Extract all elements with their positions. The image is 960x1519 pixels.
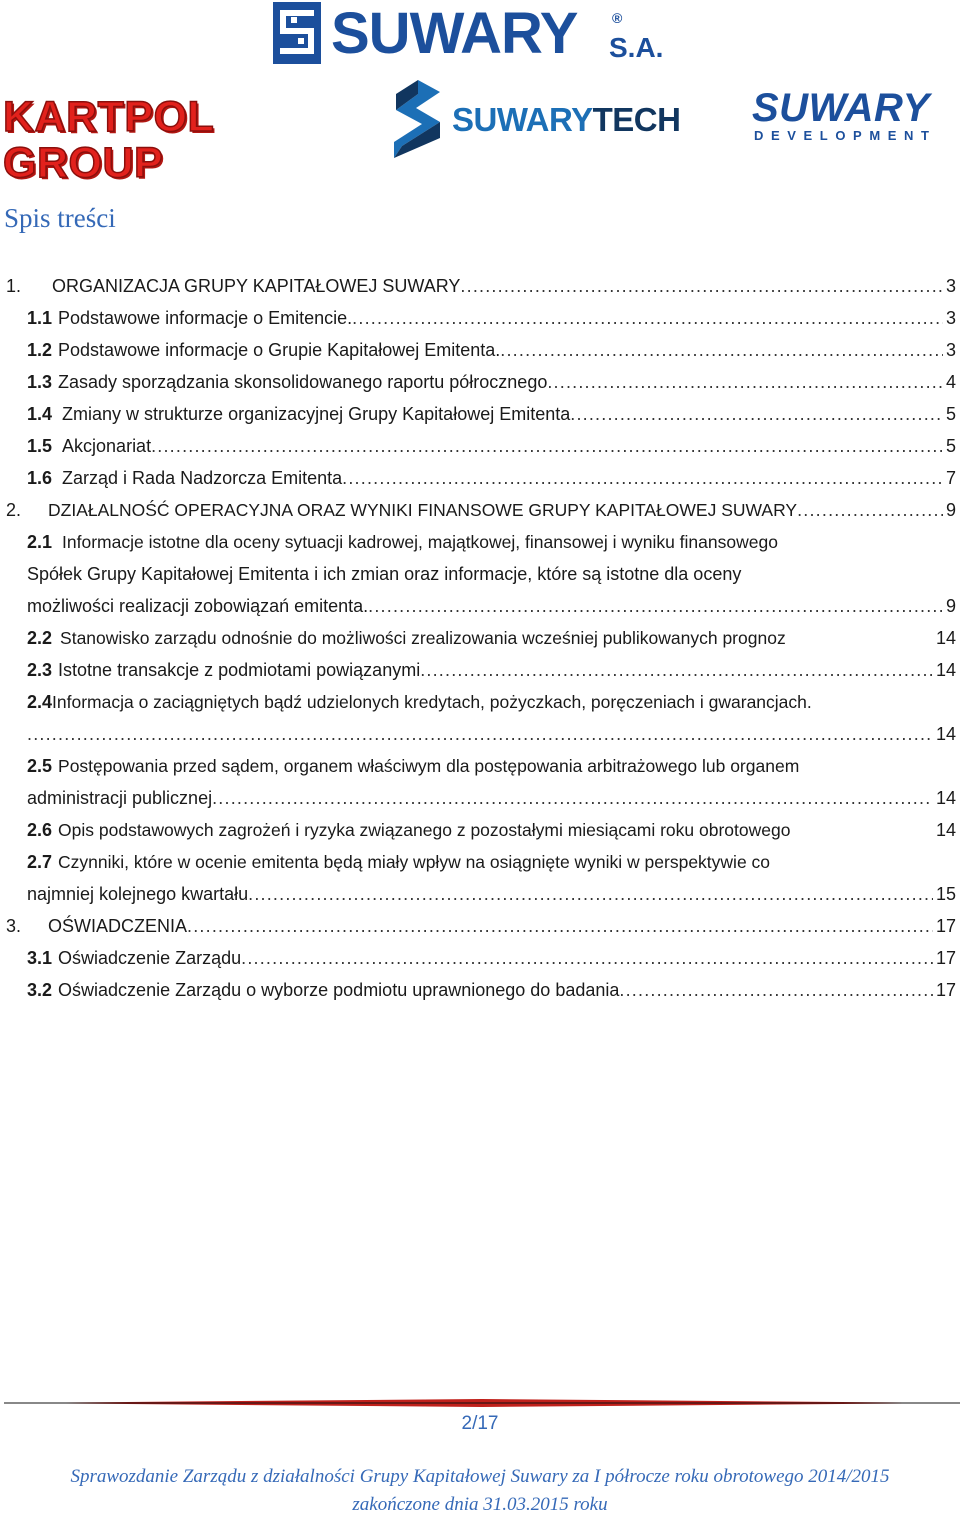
toc-entry-number: 2.5 (27, 756, 53, 776)
toc-entry[interactable] (27, 430, 956, 462)
toc-entry-text: Zasady sporządzania skonsolidowanego raportu półrocznego (58, 372, 548, 392)
toc-entry-number: 1.6 (27, 468, 53, 488)
toc-entry[interactable] (27, 814, 956, 846)
suwary-development-logo (752, 88, 937, 146)
sa-suffix: S.A. (609, 32, 664, 63)
toc-entry-number: 2.7 (27, 852, 53, 872)
toc-entry-number: 3. (6, 916, 22, 936)
toc-entry-number: 3.2 (27, 980, 53, 1000)
toc-entry[interactable] (27, 654, 956, 686)
toc-entry-text: Istotne transakcje z podmiotami powiązanymi (58, 660, 421, 680)
toc-entry-text: DZIAŁALNOŚĆ OPERACYJNA ORAZ WYNIKI FINANSOWE GRUPY KAPITAŁOWEJ SUWARY (48, 500, 798, 520)
toc-entry-page: 14 (935, 660, 956, 680)
toc-entry-number: 1.5 (27, 436, 53, 456)
toc-leader (420, 654, 933, 686)
toc-entry-page: 3 (945, 276, 956, 296)
suwarytech-logo (392, 80, 692, 160)
toc-entry[interactable] (27, 974, 956, 1006)
toc-entry-page: 14 (935, 724, 956, 744)
toc-leader (352, 302, 943, 334)
footer-rule (4, 1399, 960, 1407)
toc-entry-text: Stanowisko zarządu odnośnie do możliwości zrealizowania wcześniej publikowanych prognoz (60, 628, 786, 648)
toc-leader (27, 718, 933, 750)
toc-entry[interactable] (27, 334, 956, 366)
toc-leader (797, 494, 943, 526)
toc-entry-text: możliwości realizacji zobowiązań emitenta. (27, 596, 369, 616)
suwarytech-part2: TECH (592, 101, 681, 138)
footer-line-1: Sprawozdanie Zarządu z działalności Grupy Kapitałowej Suwary za I półrocze roku obrotowego 2014/2015 (70, 1466, 890, 1487)
toc-leader (619, 974, 933, 1006)
toc-entry-page: 17 (935, 980, 956, 1000)
toc-leader (460, 270, 943, 302)
toc-leader (151, 430, 943, 462)
toc-entry-number: 2.4 (27, 692, 53, 712)
toc-leader (368, 590, 943, 622)
toc-entry-text: Podstawowe informacje o Emitencie. (58, 308, 353, 328)
toc-entry-number: 2. (6, 500, 22, 520)
toc-entry[interactable] (27, 622, 956, 654)
toc-entry-page: 3 (945, 308, 956, 328)
toc-entry-number: 1.4 (27, 404, 53, 424)
toc-entry-text: administracji publicznej (27, 788, 213, 808)
toc-entry-text: Opis podstawowych zagrożeń i ryzyka związanego z pozostałymi miesiącami roku obrotowego (58, 820, 791, 840)
page-number: 2/17 (461, 1413, 499, 1434)
kartpol-wordmark: KARTPOL GROUP (3, 93, 214, 187)
suwary-mark-icon (273, 2, 321, 64)
toc-entry[interactable] (27, 462, 956, 494)
toc-entry-text: Spółek Grupy Kapitałowej Emitenta i ich zmian oraz informacje, które są istotne dla oceny (27, 564, 742, 584)
toc-entry-number: 1.1 (27, 308, 53, 328)
toc-leader (248, 878, 933, 910)
toc-entry[interactable] (27, 366, 956, 398)
toc-entry-number: 1. (6, 276, 22, 296)
toc-entry-number: 1.2 (27, 340, 53, 360)
suwarytech-mark-icon (392, 80, 442, 158)
toc-entry-number: 2.3 (27, 660, 53, 680)
toc-entry-page: 15 (935, 884, 956, 904)
toc-entry-page: 4 (945, 372, 956, 392)
footer-caption (0, 1463, 960, 1519)
toc-entry-number: 2.6 (27, 820, 53, 840)
toc-entry[interactable] (27, 398, 956, 430)
toc-entry-page: 3 (945, 340, 956, 360)
toc-entry-text: Informacja o zaciągniętych bądź udzielonych kredytach, pożyczkach, poręczeniach i gwarancjach. (52, 692, 812, 712)
toc-entry[interactable] (6, 494, 956, 526)
toc-entry-text: Czynniki, które w ocenie emitenta będą miały wpływ na osiągnięte wyniki w perspektywie co (58, 852, 771, 872)
toc-entry-page: 5 (945, 404, 956, 424)
suwary-wordmark: SUWARY (331, 1, 578, 66)
toc-leader (187, 910, 933, 942)
toc-entry[interactable] (27, 942, 956, 974)
toc-entry-page: 5 (945, 436, 956, 456)
toc-entry-text: Zarząd i Rada Nadzorcza Emitenta (62, 468, 343, 488)
toc-title: Spis treści (4, 203, 116, 233)
toc-entry-page: 14 (935, 788, 956, 808)
toc-entry-number: 2.1 (27, 532, 53, 552)
toc-entry-text: Zmiany w strukturze organizacyjnej Grupy Kapitałowej Emitenta (62, 404, 571, 424)
toc-leader (570, 398, 943, 430)
toc-entry-page: 9 (945, 500, 956, 520)
toc-entry-text: Postępowania przed sądem, organem właściwym dla postępowania arbitrażowego lub organem (58, 756, 800, 776)
toc-leader (241, 942, 933, 974)
toc-entry-text: Informacje istotne dla oceny sytuacji kadrowej, majątkowej, finansowej i wyniku finansowego (62, 532, 778, 552)
toc-entry-text: OŚWIADCZENIA (48, 916, 188, 936)
toc-leader (500, 334, 943, 366)
toc-entry[interactable] (6, 910, 956, 942)
toc-entry-page: 7 (945, 468, 956, 488)
toc-entry-page: 14 (935, 820, 956, 840)
development-wordmark-top: SUWARY (752, 86, 930, 130)
toc-entry-number: 1.3 (27, 372, 53, 392)
toc-entry-text: Oświadczenie Zarządu o wyborze podmiotu uprawnionego do badania (58, 980, 620, 1000)
toc-entry-page: 14 (935, 628, 956, 648)
toc-entry-text: Akcjonariat (62, 436, 152, 456)
footer-line-2: zakończone dnia 31.03.2015 roku (352, 1494, 608, 1515)
suwary-sa-logo (273, 2, 668, 68)
development-wordmark-bottom: DEVELOPMENT (754, 128, 937, 143)
toc-entry-number: 3.1 (27, 948, 53, 968)
toc-entry[interactable] (27, 302, 956, 334)
toc-entry-text: ORGANIZACJA GRUPY KAPITAŁOWEJ SUWARY (52, 276, 461, 296)
toc-entry-page: 9 (945, 596, 956, 616)
toc-leader (342, 462, 943, 494)
kartpol-group-logo (3, 93, 328, 187)
toc-entry-text: Podstawowe informacje o Grupie Kapitałowej Emitenta. (58, 340, 501, 360)
registered-mark: ® (612, 10, 623, 26)
toc-leader (547, 366, 943, 398)
toc-entry[interactable] (6, 270, 956, 302)
toc-entry-page: 17 (935, 916, 956, 936)
toc-entry-number: 2.2 (27, 628, 53, 648)
toc-leader (212, 782, 933, 814)
toc-entry-text: Oświadczenie Zarządu (58, 948, 242, 968)
toc-entry-text: najmniej kolejnego kwartału (27, 884, 249, 904)
suwarytech-wordmark (452, 101, 680, 139)
toc-entry-page: 17 (935, 948, 956, 968)
suwarytech-part1: SUWARY (452, 101, 593, 138)
